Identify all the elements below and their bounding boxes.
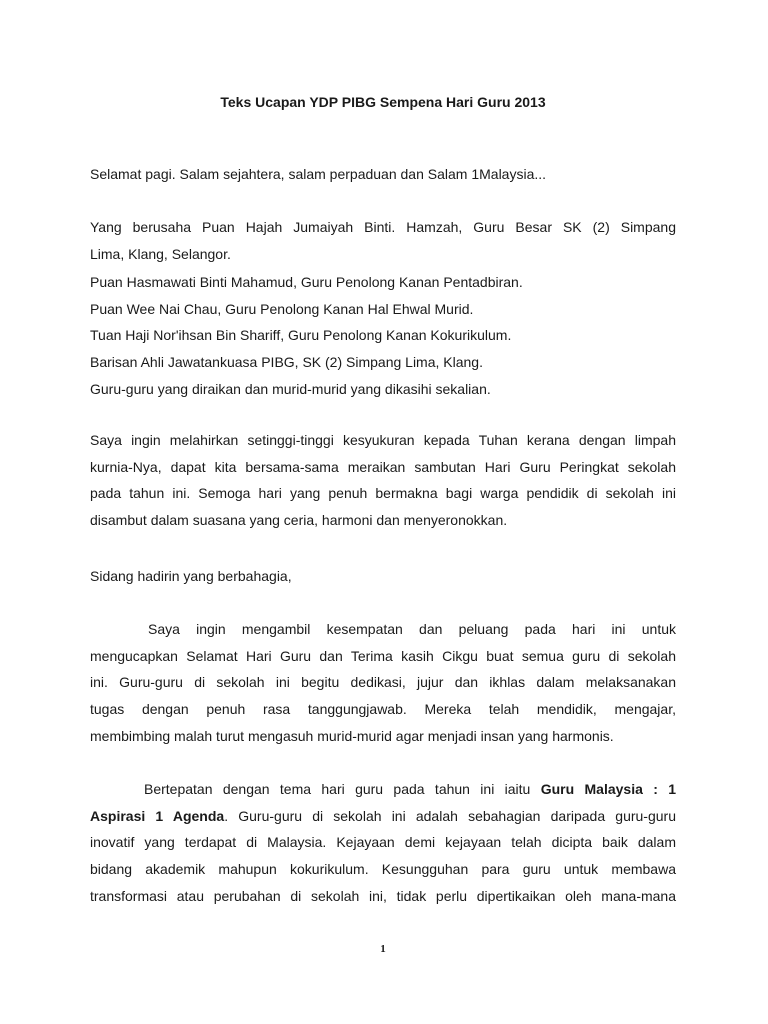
paragraph-gratitude (90, 427, 676, 534)
greeting-text: Selamat pagi. Salam sejahtera, salam perpaduan dan Salam 1Malaysia... (90, 166, 547, 182)
salutation-line: Puan Hasmawati Binti Mahamud, Guru Penolong Kanan Pentadbiran. (90, 274, 523, 290)
paragraph-line (90, 776, 676, 803)
salutation-line: Tuan Haji Nor'ihsan Bin Shariff, Guru Penolong Kanan Kokurikulum. (90, 327, 512, 343)
paragraph-line: disambut dalam suasana yang ceria, harmoni dan menyeronokkan. (90, 512, 508, 529)
theme-name-part1: Guru Malaysia : 1 (540, 781, 677, 797)
document-title: Teks Ucapan YDP PIBG Sempena Hari Guru 2013 (220, 94, 546, 110)
paragraph-line: inovatif yang terdapat di Malaysia. Kejayaan demi kejayaan telah dicipta baik dalam (90, 834, 676, 851)
salutation-line: Barisan Ahli Jawatankuasa PIBG, SK (2) Simpang Lima, Klang. (90, 354, 483, 370)
theme-intro-text: Bertepatan dengan tema hari guru pada tahun ini iaitu (144, 781, 531, 797)
paragraph-line: Saya ingin melahirkan setinggi-tinggi kesyukuran kepada Tuhan kerana dengan limpah (90, 432, 676, 448)
paragraph-line: bidang akademik mahupun kokurikulum. Kesungguhan para guru untuk membawa (90, 861, 676, 878)
address-text: Sidang hadirin yang berbahagia, (90, 568, 292, 584)
salutation-line: Lima, Klang, Selangor. (90, 245, 231, 262)
paragraph-line (90, 803, 676, 830)
salutation-line: Guru-guru yang diraikan dan murid-murid yang dikasihi sekalian. (90, 381, 491, 397)
paragraph-line: pada tahun ini. Semoga hari yang penuh bermakna bagi warga pendidik di sekolah ini (90, 485, 676, 502)
paragraph-line: ini. Guru-guru di sekolah ini begitu dedikasi, jujur dan ikhlas dalam melaksanakan (90, 674, 676, 691)
page-number: 1 (380, 943, 386, 955)
salutation-line: Yang berusaha Puan Hajah Jumaiyah Binti. Hamzah, Guru Besar SK (2) Simpang (90, 219, 676, 235)
paragraph-line: tugas dengan penuh rasa tanggungjawab. Mereka telah mendidik, mengajar, (90, 701, 676, 718)
paragraph-thanks (90, 616, 676, 750)
theme-name-part2: Aspirasi 1 Agenda (90, 807, 225, 824)
paragraph-line: mengucapkan Selamat Hari Guru dan Terima kasih Cikgu buat semua guru di sekolah (90, 647, 676, 664)
paragraph-line: Saya ingin mengambil kesempatan dan peluang pada hari ini untuk (148, 621, 676, 637)
paragraph-line: kurnia-Nya, dapat kita bersama-sama meraikan sambutan Hari Guru Peringkat sekolah (90, 458, 676, 475)
paragraph-theme (90, 776, 676, 910)
paragraph-line: transformasi atau perubahan di sekolah ini, tidak perlu dipertikaikan oleh mana-mana (90, 887, 676, 904)
salutation-guru-besar (90, 214, 676, 267)
salutation-line: Puan Wee Nai Chau, Guru Penolong Kanan Hal Ehwal Murid. (90, 301, 474, 317)
document-page (90, 0, 676, 1024)
theme-continuation-text: . Guru-guru di sekolah ini adalah sebahagian daripada guru-guru (224, 807, 676, 824)
paragraph-line: membimbing malah turut mengasuh murid-murid agar menjadi insan yang harmonis. (90, 727, 614, 744)
